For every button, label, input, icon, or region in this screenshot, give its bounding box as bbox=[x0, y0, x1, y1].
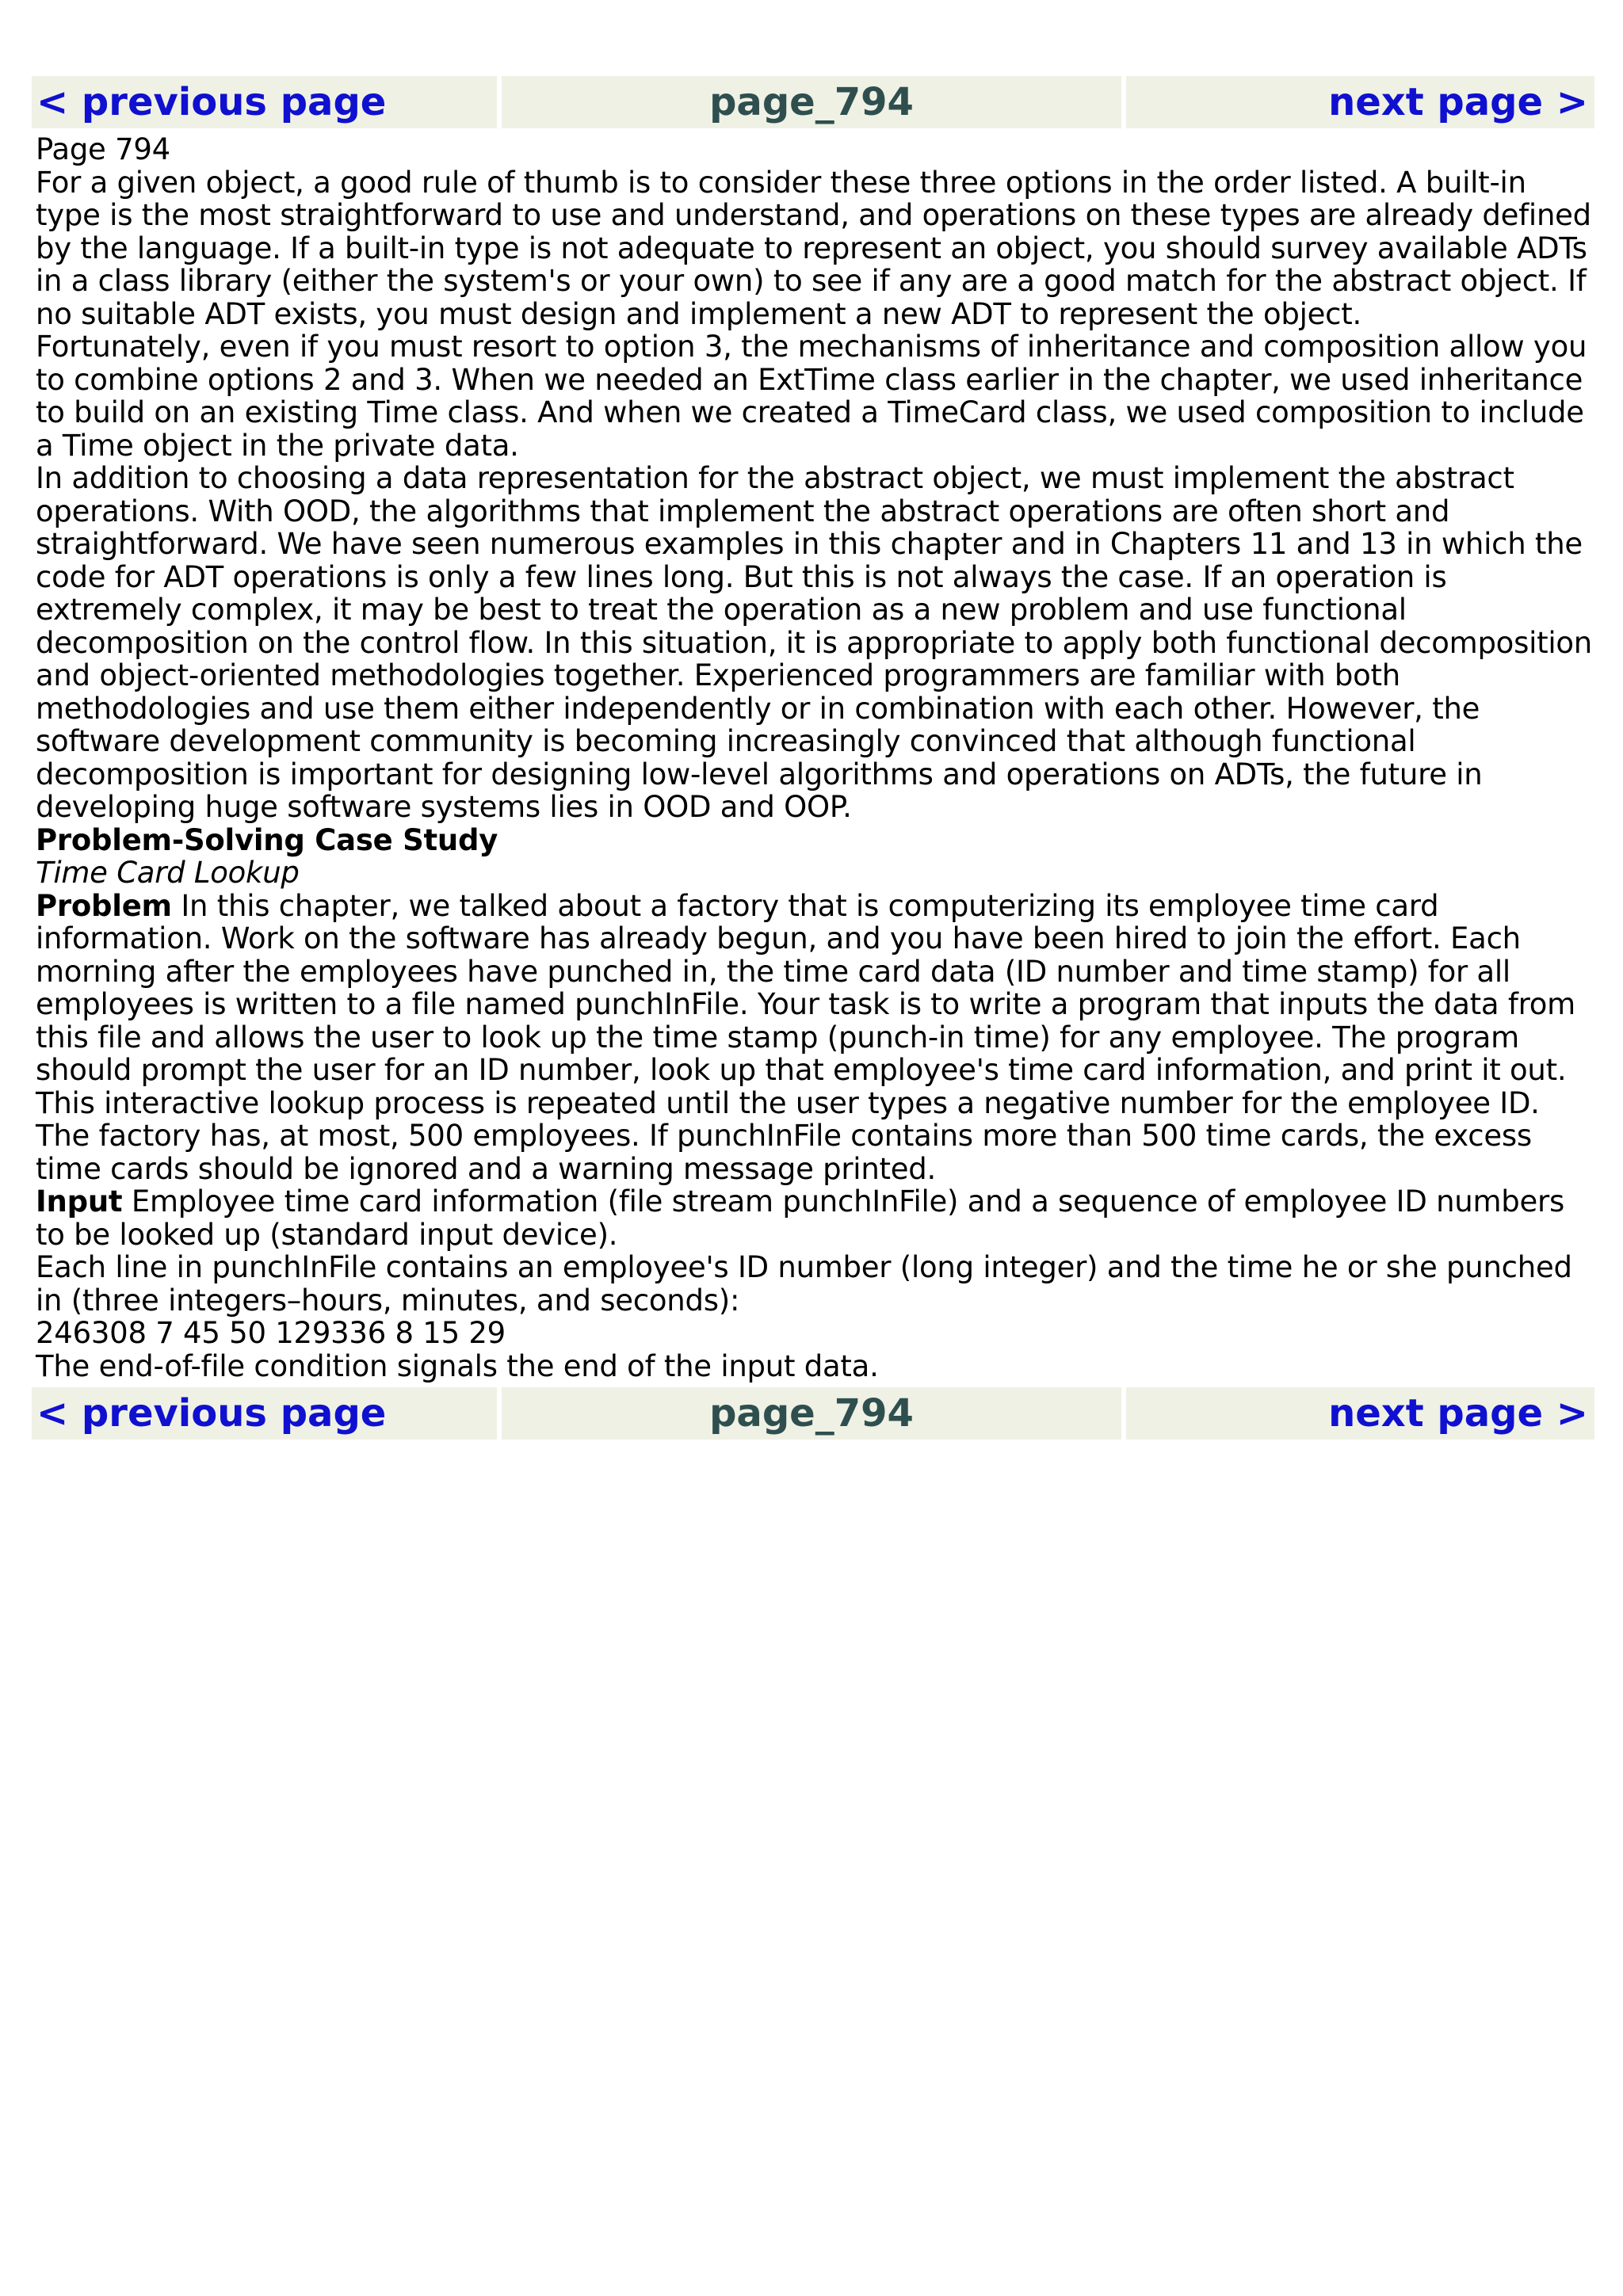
paragraph-inheritance: Fortunately, even if you must resort to option 3, the mechanisms of inheritance and composition allow you to combine options 2 and 3. When we needed an ExtTime class earlier in the chapter, we used inheritance to build on an existing Time class. And when we created a TimeCard class, we used composition to include a Time object in the private data. bbox=[36, 330, 1587, 463]
case-study-heading: Problem-Solving Case Study bbox=[36, 822, 498, 857]
problem-label: Problem bbox=[36, 888, 172, 923]
paragraph-operations: In addition to choosing a data representation for the abstract object, we must implement the abstract operations. With OOD, the algorithms that implement the abstract operations are often short and straightforward. We have seen numerous examples in this chapter and in Chapters 11 and 13 in which the code for ADT operations is only a few lines long. But this is not always the case. If an operation is extremely complex, it may be best to treat the operation as a new problem and use functional decomposition on the control flow. In this situation, it is appropriate to apply both functional decomposition and object-oriented methodologies together. Experienced programmers are familiar with both methodologies and use them either independently or in combination with each other. However, the software development community is becoming increasingly convinced that although functional decomposition is important for designing low-level algorithms and operations on ADTs, the future in developing huge software systems lies in OOD and OOP. bbox=[36, 461, 1592, 824]
input-text: Employee time card information (file stream punchInFile) and a sequence of employee ID numbers to be looked up (standard input device). bbox=[36, 1184, 1565, 1252]
page-label: page_794 bbox=[502, 76, 1121, 128]
input-paragraph bbox=[36, 1185, 1594, 1251]
page-container bbox=[32, 76, 1594, 1440]
problem-paragraph bbox=[36, 890, 1594, 1186]
top-navigation-bar bbox=[32, 76, 1594, 128]
page-label-bottom: page_794 bbox=[502, 1387, 1121, 1440]
previous-page-link[interactable]: < previous page bbox=[32, 76, 497, 128]
problem-text: In this chapter, we talked about a factory that is computerizing its employee time card information. Work on the software has already begun, and you have been hired to join the effort. Each morning after the employees have punched in, the time card data (ID number and time stamp) for all employees is written to a file named punchInFile. Your task is to write a program that inputs the data from this file and allows the user to look up the time stamp (punch-in time) for any employee. The program should prompt the user for an ID number, look up that employee's time card information, and print it out. This interactive lookup process is repeated until the user types a negative number for the employee ID. The factory has, at most, 500 employees. If punchInFile contains more than 500 time cards, the excess time cards should be ignored and a warning message printed. bbox=[36, 888, 1575, 1186]
paragraph-end-of-file: The end-of-file condition signals the end of the input data. bbox=[36, 1348, 879, 1383]
previous-page-link-bottom[interactable]: < previous page bbox=[32, 1387, 497, 1440]
page-number-text: Page 794 bbox=[36, 132, 170, 166]
page-content bbox=[32, 128, 1594, 1387]
sample-data-line: 246308 7 45 50 129336 8 15 29 bbox=[36, 1316, 506, 1350]
bottom-navigation-bar bbox=[32, 1387, 1594, 1440]
input-label: Input bbox=[36, 1184, 123, 1219]
paragraph-options: For a given object, a good rule of thumb is to consider these three options in the order listed. A built-in type is the most straightforward to use and understand, and operations on these types are already defined by the language. If a built-in type is not adequate to represent an object, you should survey available ADTs in a class library (either the system's or your own) to see if any are a good match for the abstract object. If no suitable ADT exists, you must design and implement a new ADT to represent the object. bbox=[36, 165, 1591, 331]
next-page-link[interactable]: next page > bbox=[1126, 76, 1594, 128]
case-study-title: Time Card Lookup bbox=[36, 856, 300, 890]
paragraph-file-format: Each line in punchInFile contains an employee's ID number (long integer) and the time he or she punched in (three integers–hours, minutes, and seconds): bbox=[36, 1250, 1572, 1318]
next-page-link-bottom[interactable]: next page > bbox=[1126, 1387, 1594, 1440]
